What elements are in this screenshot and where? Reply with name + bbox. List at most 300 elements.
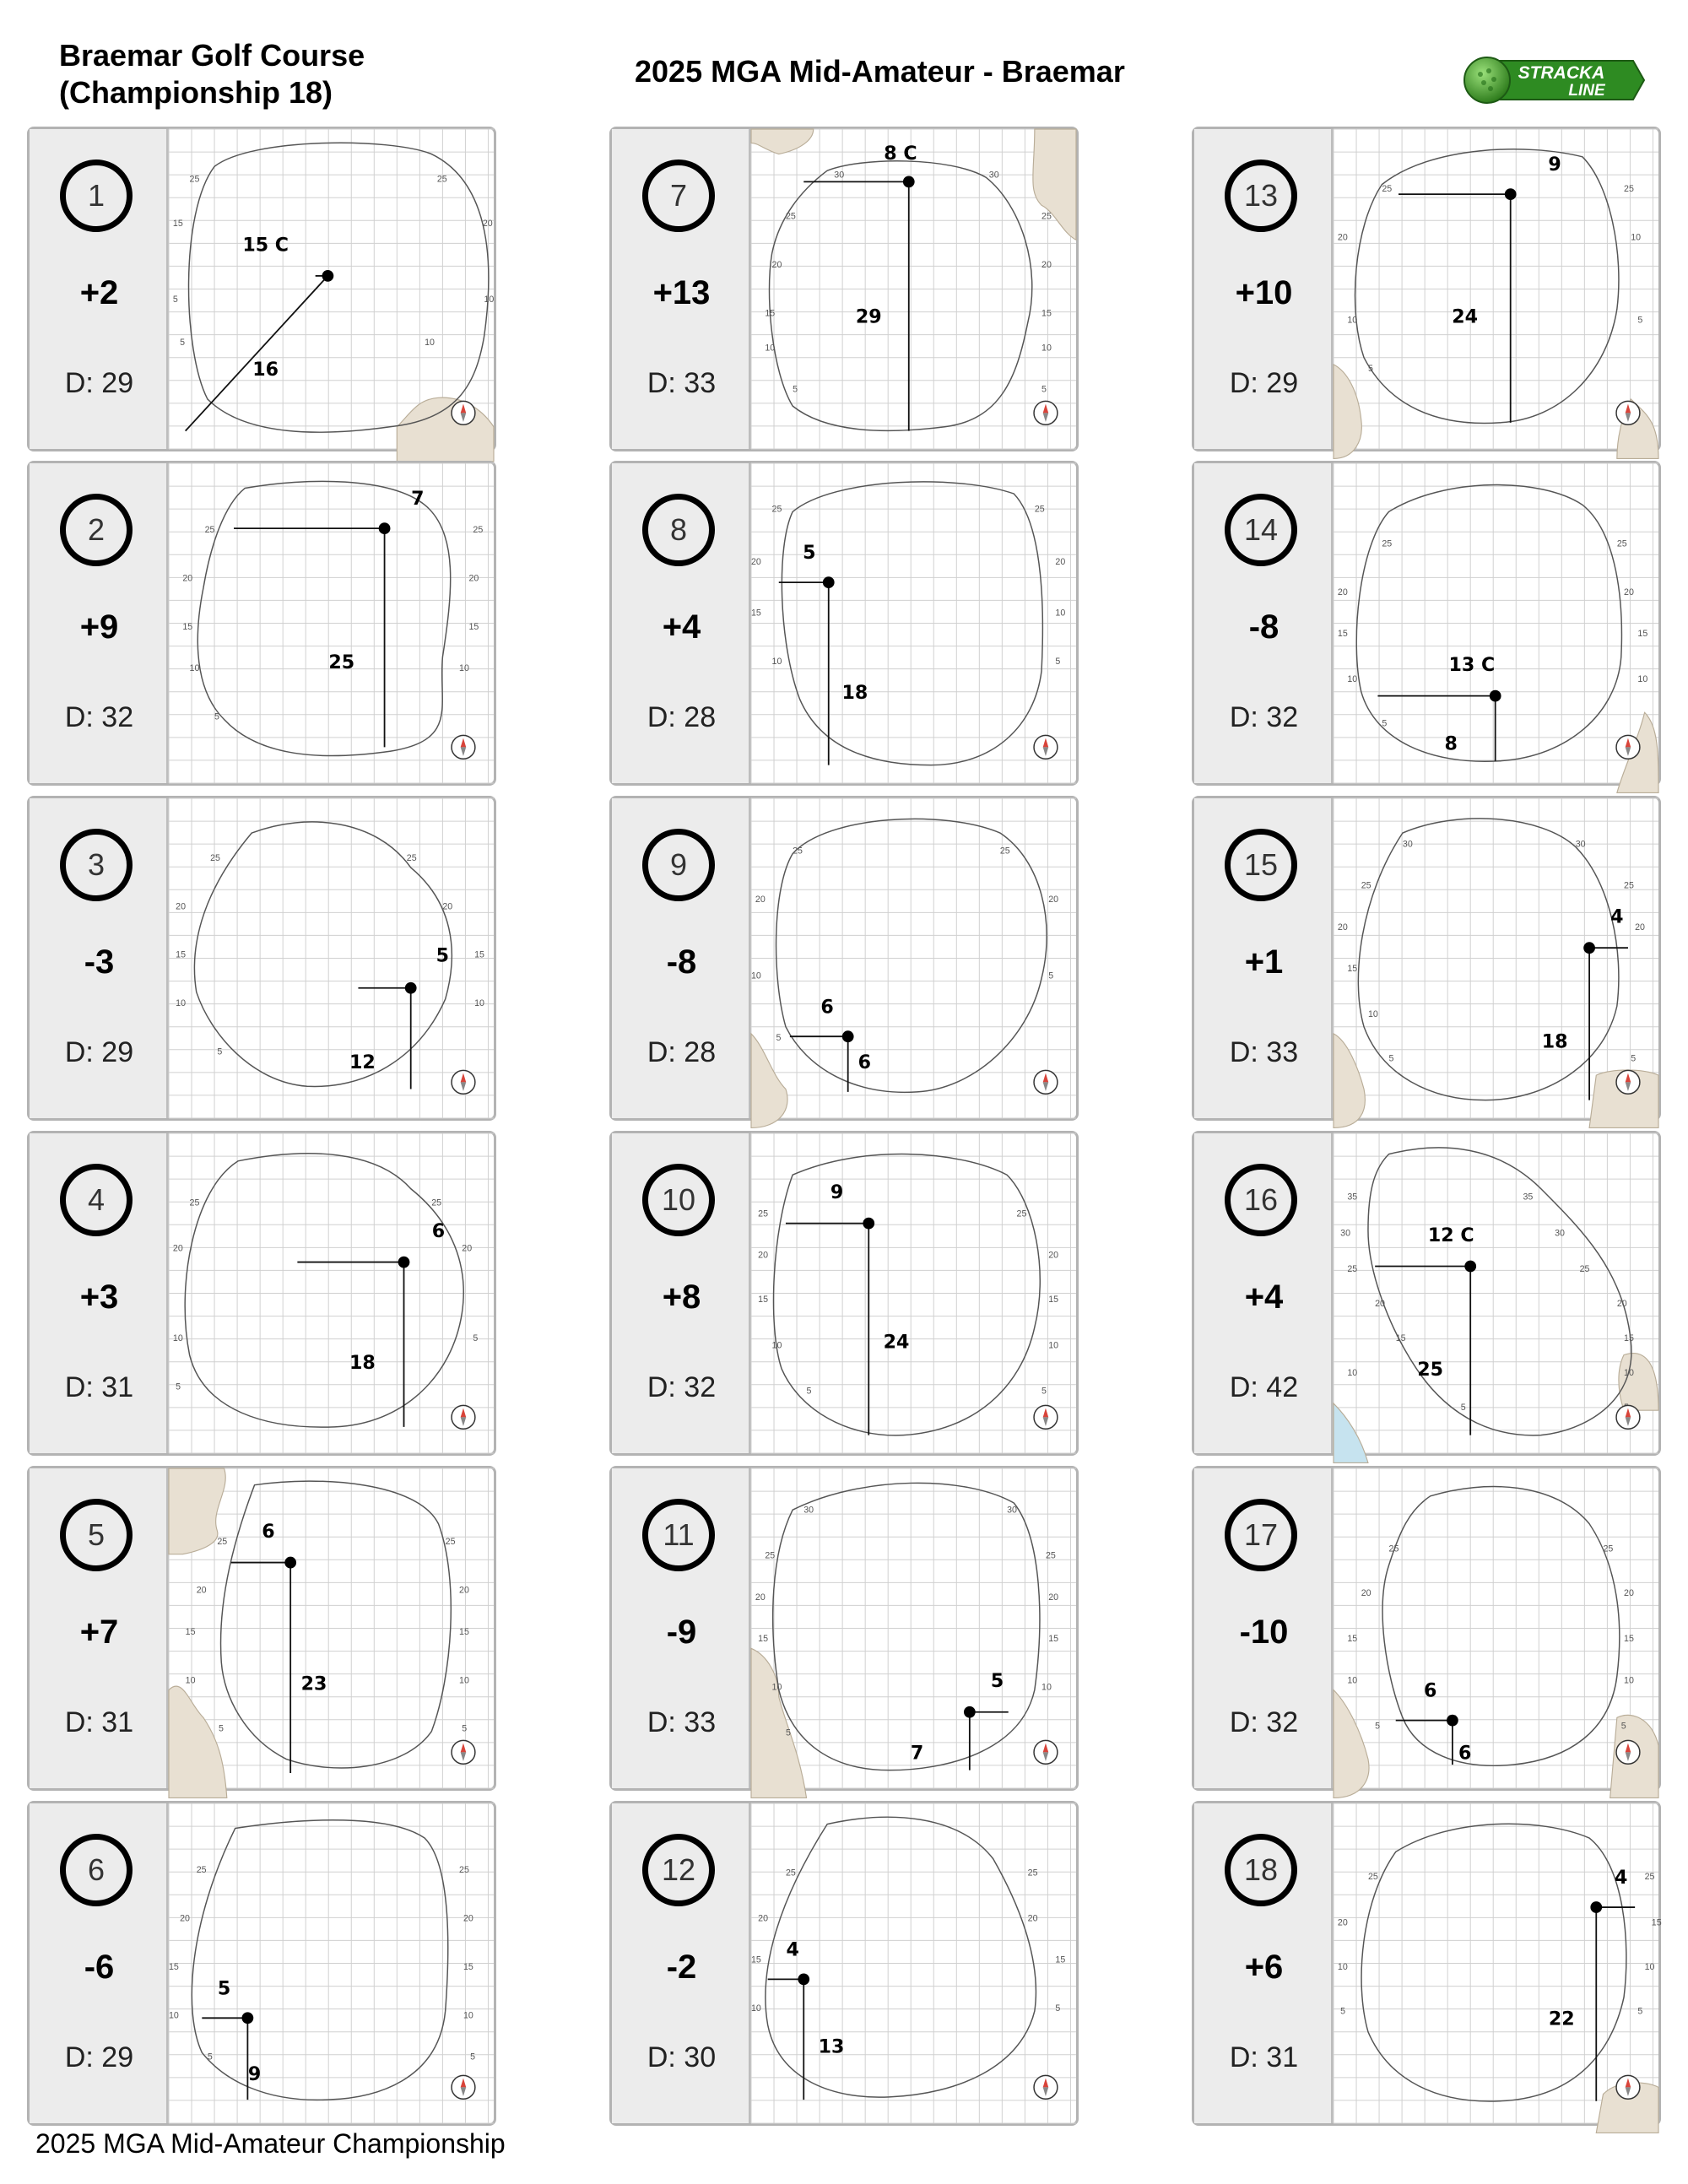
yardage-label: 15 xyxy=(474,949,484,960)
pin-position-offset: -8 xyxy=(666,943,697,981)
yardage-label: 10 xyxy=(1637,674,1648,685)
yardage-label: 10 xyxy=(1347,1675,1358,1686)
grid-lines xyxy=(751,463,1076,783)
compass-icon xyxy=(452,1405,475,1429)
compass-icon xyxy=(452,1070,475,1094)
grid-lines xyxy=(751,1468,1076,1788)
yardage-label: 5 xyxy=(785,1727,791,1738)
yardage-label: 25 xyxy=(1347,1264,1358,1275)
hole-number: 10 xyxy=(642,1164,715,1236)
front-distance-label: 16 xyxy=(252,359,279,381)
hole-info-panel xyxy=(30,1468,169,1788)
green-diagram xyxy=(169,463,494,783)
yardage-label: 20 xyxy=(1361,1587,1372,1598)
yardage-label: 30 xyxy=(1575,839,1586,850)
side-distance-label: 8 C xyxy=(884,143,917,165)
green-svg xyxy=(751,798,1076,1118)
green-outline xyxy=(770,161,1032,431)
side-distance-label: 9 xyxy=(1548,154,1561,176)
pin-location-marker xyxy=(1464,1261,1476,1273)
grid-lines xyxy=(1334,798,1658,1118)
yardage-label: 30 xyxy=(1555,1228,1565,1239)
green-diagram xyxy=(1334,129,1658,449)
hole-card-15 xyxy=(1192,796,1661,1121)
pin-location-marker xyxy=(284,1557,296,1569)
hole-card-17 xyxy=(1192,1466,1661,1791)
compass-icon xyxy=(452,735,475,759)
green-outline xyxy=(1382,1487,1620,1766)
hole-info-panel xyxy=(1194,1803,1334,2123)
yardage-label: 5 xyxy=(806,1386,812,1397)
hole-number: 18 xyxy=(1225,1834,1297,1906)
yardage-label: 15 xyxy=(1395,1333,1406,1344)
yardage-label: 20 xyxy=(755,895,766,905)
stracka-line-logo xyxy=(1460,54,1646,106)
yardage-label: 15 xyxy=(1651,1917,1662,1928)
hole-info-panel xyxy=(30,1803,169,2123)
yardage-label: 30 xyxy=(1340,1228,1351,1239)
yardage-label: 20 xyxy=(1635,922,1645,933)
yardage-label: 15 xyxy=(1048,1295,1059,1306)
pin-location-marker xyxy=(903,176,915,187)
green-outline xyxy=(766,1817,1036,2097)
green-outline xyxy=(189,143,489,432)
green-diagram xyxy=(169,798,494,1118)
pin-location-marker xyxy=(322,270,334,282)
yardage-label: 25 xyxy=(1388,1543,1399,1554)
hole-info-panel xyxy=(1194,1468,1334,1788)
green-outline xyxy=(773,1154,1040,1435)
compass-icon xyxy=(1034,2075,1058,2099)
yardage-label: 15 xyxy=(1347,964,1358,975)
yardage-label: 20 xyxy=(482,218,493,229)
green-depth: D: 29 xyxy=(64,2041,134,2073)
green-outline xyxy=(192,1820,447,2100)
pin-position-offset: -9 xyxy=(666,1614,697,1651)
yardage-label: 25 xyxy=(1045,1550,1056,1561)
green-diagram xyxy=(751,129,1076,449)
yardage-label: 10 xyxy=(189,663,200,674)
green-svg xyxy=(169,798,494,1118)
green-svg xyxy=(751,129,1076,449)
hole-card-4 xyxy=(27,1131,496,1456)
pin-position-offset: +13 xyxy=(652,274,711,311)
yardage-label: 20 xyxy=(172,1243,183,1254)
yardage-label: 20 xyxy=(1048,1250,1059,1261)
yardage-label: 20 xyxy=(1048,895,1059,905)
yardage-label: 25 xyxy=(1579,1264,1590,1275)
yardage-label: 10 xyxy=(185,1675,196,1686)
hole-number: 12 xyxy=(642,1834,715,1906)
pin-location-marker xyxy=(823,576,835,588)
yardage-label: 20 xyxy=(463,1913,473,1924)
yardage-label: 25 xyxy=(1361,880,1372,891)
yardage-label: 20 xyxy=(1337,922,1348,933)
yardage-label: 10 xyxy=(1347,1368,1358,1379)
yardage-label: 10 xyxy=(459,663,469,674)
yardage-label: 10 xyxy=(463,2010,473,2021)
pin-location-marker xyxy=(1447,1715,1458,1727)
pin-location-marker xyxy=(398,1257,410,1268)
hole-number: 15 xyxy=(1225,829,1297,901)
hole-number: 7 xyxy=(642,159,715,232)
yardage-label: 10 xyxy=(169,2010,179,2021)
pin-position-offset: -8 xyxy=(1248,608,1280,646)
hole-card-16 xyxy=(1192,1131,1661,1456)
pin-location-marker xyxy=(1583,942,1595,954)
hole-info-panel xyxy=(30,463,169,783)
hole-number: 14 xyxy=(1225,494,1297,566)
yardage-label: 5 xyxy=(1041,1386,1047,1397)
yardage-label: 20 xyxy=(468,573,479,584)
yardage-label: 10 xyxy=(1048,1340,1059,1351)
event-title: 2025 MGA Mid-Amateur - Braemar xyxy=(635,54,1125,89)
green-svg xyxy=(1334,129,1658,449)
sand-area xyxy=(751,129,814,154)
yardage-label: 25 xyxy=(431,1197,442,1208)
yardage-label: 20 xyxy=(771,260,782,271)
hole-number: 13 xyxy=(1225,159,1297,232)
yardage-label: 20 xyxy=(1337,232,1348,243)
yardage-label: 5 xyxy=(207,2052,213,2062)
yardage-label: 10 xyxy=(474,998,484,1009)
side-distance-label: 4 xyxy=(1610,905,1624,928)
green-diagram xyxy=(169,1468,494,1788)
front-distance-label: 12 xyxy=(349,1051,376,1073)
side-distance-label: 7 xyxy=(411,488,425,511)
green-depth: D: 28 xyxy=(647,1036,717,1068)
green-diagram xyxy=(1334,798,1658,1118)
front-distance-label: 6 xyxy=(1458,1742,1472,1765)
pin-position-offset: +9 xyxy=(79,608,119,646)
yardage-label: 10 xyxy=(1347,674,1358,685)
yardage-label: 5 xyxy=(218,1723,224,1734)
hole-info-panel xyxy=(612,1468,751,1788)
yardage-label: 5 xyxy=(1048,970,1054,981)
yardage-label: 15 xyxy=(176,949,187,960)
side-distance-label: 5 xyxy=(803,542,816,565)
yardage-label: 25 xyxy=(1367,1872,1378,1883)
hole-card-1 xyxy=(27,127,496,451)
hole-card-9 xyxy=(609,796,1079,1121)
hole-card-6 xyxy=(27,1801,496,2126)
yardage-label: 5 xyxy=(1388,1053,1394,1064)
pin-location-marker xyxy=(842,1030,854,1042)
green-depth: D: 42 xyxy=(1229,1371,1299,1403)
green-depth: D: 31 xyxy=(1229,2041,1299,2073)
front-distance-label: 24 xyxy=(1452,305,1479,328)
green-diagram xyxy=(1334,1803,1662,2123)
yardage-label: 15 xyxy=(758,1295,769,1306)
yardage-label: 25 xyxy=(1644,1872,1655,1883)
hole-card-3 xyxy=(27,796,496,1121)
hole-number: 11 xyxy=(642,1499,715,1571)
footer-text: 2025 MGA Mid-Amateur Championship xyxy=(35,2128,506,2159)
yardage-label: 10 xyxy=(1041,343,1052,354)
yardage-label: 20 xyxy=(180,1913,190,1924)
yardage-label: 15 xyxy=(758,1634,769,1645)
compass-icon xyxy=(1616,2075,1640,2099)
hole-number: 5 xyxy=(60,1499,133,1571)
green-svg xyxy=(1334,1133,1658,1453)
yardage-label: 15 xyxy=(468,621,479,632)
sand-area xyxy=(751,1648,807,1797)
hole-info-panel xyxy=(1194,1133,1334,1453)
yardage-label: 25 xyxy=(793,846,803,857)
green-depth: D: 32 xyxy=(1229,701,1299,733)
yardage-label: 15 xyxy=(459,1626,469,1637)
hole-card-7 xyxy=(609,127,1079,451)
yardage-label: 5 xyxy=(176,1381,181,1392)
yardage-label: 15 xyxy=(765,308,776,319)
hole-info-panel xyxy=(612,798,751,1118)
pin-position-offset: +2 xyxy=(79,274,119,311)
yardage-label: 15 xyxy=(751,1954,761,1965)
course-name xyxy=(59,37,365,111)
yardage-label: 15 xyxy=(1624,1333,1634,1344)
yardage-label: 30 xyxy=(834,170,845,181)
yardage-label: 20 xyxy=(1375,1299,1385,1310)
green-svg xyxy=(169,463,494,783)
yardage-label: 20 xyxy=(176,901,187,912)
yardage-label: 5 xyxy=(172,295,178,305)
green-diagram xyxy=(751,1803,1076,2123)
yardage-label: 10 xyxy=(751,970,761,981)
yardage-label: 25 xyxy=(1027,1868,1038,1879)
green-depth: D: 29 xyxy=(1229,367,1299,399)
green-outline xyxy=(1361,1824,1626,2101)
yardage-label: 15 xyxy=(751,608,761,619)
green-outline xyxy=(1358,819,1619,1100)
yardage-label: 25 xyxy=(758,1208,769,1219)
yardage-label: 5 xyxy=(462,1723,468,1734)
green-svg xyxy=(1334,463,1658,783)
green-outline xyxy=(185,1154,463,1427)
yardage-label: 5 xyxy=(473,1333,479,1344)
green-svg xyxy=(751,1468,1076,1788)
yardage-label: 25 xyxy=(999,846,1010,857)
hole-info-panel xyxy=(612,129,751,449)
front-distance-label: 18 xyxy=(349,1351,376,1374)
green-depth: D: 33 xyxy=(1229,1036,1299,1068)
yardage-label: 25 xyxy=(459,1865,469,1876)
hole-card-5 xyxy=(27,1466,496,1791)
yardage-label: 10 xyxy=(1337,1961,1348,1972)
sand-area xyxy=(169,1686,227,1797)
green-depth: D: 32 xyxy=(64,701,134,733)
front-distance-label: 9 xyxy=(247,2063,262,2086)
yardage-label: 20 xyxy=(758,1250,769,1261)
side-distance-label: 5 xyxy=(217,1977,231,2000)
yardage-label: 10 xyxy=(771,1340,782,1351)
yardage-label: 10 xyxy=(1367,1009,1378,1020)
compass-icon xyxy=(452,1740,475,1764)
yardage-label: 30 xyxy=(988,170,999,181)
pin-position-offset: +8 xyxy=(662,1279,701,1316)
green-outline xyxy=(1368,1148,1631,1435)
yardage-label: 5 xyxy=(1460,1403,1466,1414)
yardage-label: 15 xyxy=(169,1961,179,1972)
green-depth: D: 31 xyxy=(64,1371,134,1403)
yardage-label: 10 xyxy=(1347,315,1358,326)
yardage-label: 10 xyxy=(172,1333,183,1344)
compass-icon xyxy=(1034,735,1058,759)
hole-number: 2 xyxy=(60,494,133,566)
yardage-label: 20 xyxy=(459,1585,469,1596)
hole-info-panel xyxy=(30,129,169,449)
yardage-label: 20 xyxy=(1337,587,1348,597)
yardage-label: 20 xyxy=(182,573,193,584)
hole-number: 16 xyxy=(1225,1164,1297,1236)
yardage-label: 30 xyxy=(1402,839,1413,850)
side-distance-label: 6 xyxy=(1423,1679,1437,1702)
compass-icon xyxy=(1616,401,1640,424)
hole-number: 6 xyxy=(60,1834,133,1906)
pin-location-marker xyxy=(863,1218,874,1230)
green-depth: D: 31 xyxy=(64,1706,134,1738)
yardage-label: 20 xyxy=(1027,1913,1038,1924)
yardage-label: 10 xyxy=(425,337,435,348)
green-diagram xyxy=(751,1133,1076,1453)
yardage-label: 5 xyxy=(1340,2006,1346,2017)
front-distance-label: 18 xyxy=(1541,1030,1568,1053)
green-diagram xyxy=(169,1803,494,2123)
grid-lines xyxy=(751,1133,1076,1453)
yardage-label: 15 xyxy=(1347,1634,1358,1645)
yardage-label: 20 xyxy=(1337,1917,1348,1928)
yardage-label: 25 xyxy=(785,211,796,222)
yardage-label: 25 xyxy=(1382,538,1393,549)
yardage-label: 25 xyxy=(406,852,417,863)
grid-lines xyxy=(1334,1803,1658,2123)
front-distance-label: 18 xyxy=(841,681,868,704)
hole-info-panel xyxy=(30,798,169,1118)
front-distance-label: 23 xyxy=(300,1673,327,1695)
front-distance-label: 25 xyxy=(328,651,355,673)
course-name-line1: Braemar Golf Course xyxy=(59,38,365,73)
hole-number: 8 xyxy=(642,494,715,566)
green-depth: D: 28 xyxy=(647,701,717,733)
yardage-label: 25 xyxy=(1603,1543,1614,1554)
grid-lines xyxy=(1334,1468,1658,1788)
yardage-label: 20 xyxy=(196,1585,207,1596)
yardage-label: 10 xyxy=(1041,1682,1052,1693)
yardage-label: 15 xyxy=(1041,308,1052,319)
sand-area xyxy=(1033,129,1076,240)
yardage-label: 25 xyxy=(436,174,447,185)
green-diagram xyxy=(169,1133,494,1453)
yardage-label: 25 xyxy=(1382,183,1393,194)
yardage-label: 5 xyxy=(217,1046,223,1057)
yardage-label: 15 xyxy=(1048,1634,1059,1645)
green-diagram xyxy=(751,463,1076,783)
green-outline xyxy=(218,1481,452,1768)
pin-position-offset: +4 xyxy=(1244,1279,1284,1316)
hole-card-14 xyxy=(1192,461,1661,786)
pin-position-offset: +10 xyxy=(1235,274,1293,311)
yardage-label: 15 xyxy=(172,218,183,229)
yardage-label: 5 xyxy=(1375,1721,1381,1732)
logo-text-bottom: LINE xyxy=(1568,82,1605,100)
yardage-label: 15 xyxy=(1055,1954,1066,1965)
green-svg xyxy=(169,1133,494,1453)
yardage-label: 5 xyxy=(1055,656,1061,667)
water-hazard xyxy=(1334,1403,1368,1463)
yardage-label: 5 xyxy=(470,2052,476,2062)
yardage-label: 25 xyxy=(1016,1208,1027,1219)
yardage-label: 15 xyxy=(1624,1634,1634,1645)
green-diagram xyxy=(1334,1468,1658,1788)
sand-area xyxy=(397,397,494,462)
green-depth: D: 30 xyxy=(647,2041,717,2073)
green-depth: D: 29 xyxy=(64,1036,134,1068)
pin-position-offset: -6 xyxy=(84,1949,115,1986)
front-distance-label: 7 xyxy=(910,1742,924,1765)
yardage-label: 20 xyxy=(1048,1592,1059,1603)
compass-icon xyxy=(1034,1405,1058,1429)
hole-info-panel xyxy=(612,1133,751,1453)
front-distance-label: 22 xyxy=(1548,2008,1575,2030)
sand-area xyxy=(751,1034,787,1128)
yardage-label: 25 xyxy=(189,174,200,185)
grid-lines xyxy=(1334,129,1658,449)
yardage-label: 5 xyxy=(180,337,186,348)
hole-info-panel xyxy=(1194,798,1334,1118)
yardage-label: 5 xyxy=(1382,718,1388,729)
yardage-label: 20 xyxy=(462,1243,473,1254)
yardage-label: 10 xyxy=(1624,1368,1634,1379)
green-svg xyxy=(751,463,1076,783)
hole-number: 1 xyxy=(60,159,133,232)
hole-card-13 xyxy=(1192,127,1661,451)
yardage-label: 20 xyxy=(1624,1587,1634,1598)
yardage-label: 25 xyxy=(204,525,215,536)
yardage-label: 10 xyxy=(771,656,782,667)
yardage-label: 20 xyxy=(755,1592,766,1603)
yardage-label: 25 xyxy=(217,1537,228,1548)
pin-position-offset: +7 xyxy=(79,1614,119,1651)
front-distance-label: 25 xyxy=(1417,1359,1444,1381)
green-depth: D: 32 xyxy=(647,1371,717,1403)
green-diagram xyxy=(1334,463,1658,783)
yardage-label: 10 xyxy=(1055,608,1066,619)
sand-area xyxy=(1334,1034,1365,1128)
pin-location-marker xyxy=(1505,188,1517,200)
green-diagram xyxy=(169,129,494,449)
hole-card-8 xyxy=(609,461,1079,786)
pin-location-marker xyxy=(405,982,417,994)
yardage-label: 5 xyxy=(214,711,219,722)
green-svg xyxy=(169,1803,494,2123)
yardage-label: 25 xyxy=(473,525,484,536)
grid-lines xyxy=(169,1468,494,1788)
yardage-label: 10 xyxy=(1624,1675,1634,1686)
front-distance-label: 13 xyxy=(818,2035,845,2058)
yardage-label: 10 xyxy=(484,295,495,305)
yardage-label: 10 xyxy=(176,998,187,1009)
hole-info-panel xyxy=(30,1133,169,1453)
yardage-label: 5 xyxy=(1637,2006,1643,2017)
sand-area xyxy=(1334,365,1361,459)
hole-card-18 xyxy=(1192,1801,1661,2126)
green-outline xyxy=(776,819,1047,1092)
yardage-label: 25 xyxy=(1616,538,1627,549)
compass-icon xyxy=(1034,1070,1058,1094)
green-svg xyxy=(751,1803,1076,2123)
pin-location-marker xyxy=(964,1706,976,1718)
side-distance-label: 4 xyxy=(786,1938,799,1961)
green-depth: D: 32 xyxy=(1229,1706,1299,1738)
